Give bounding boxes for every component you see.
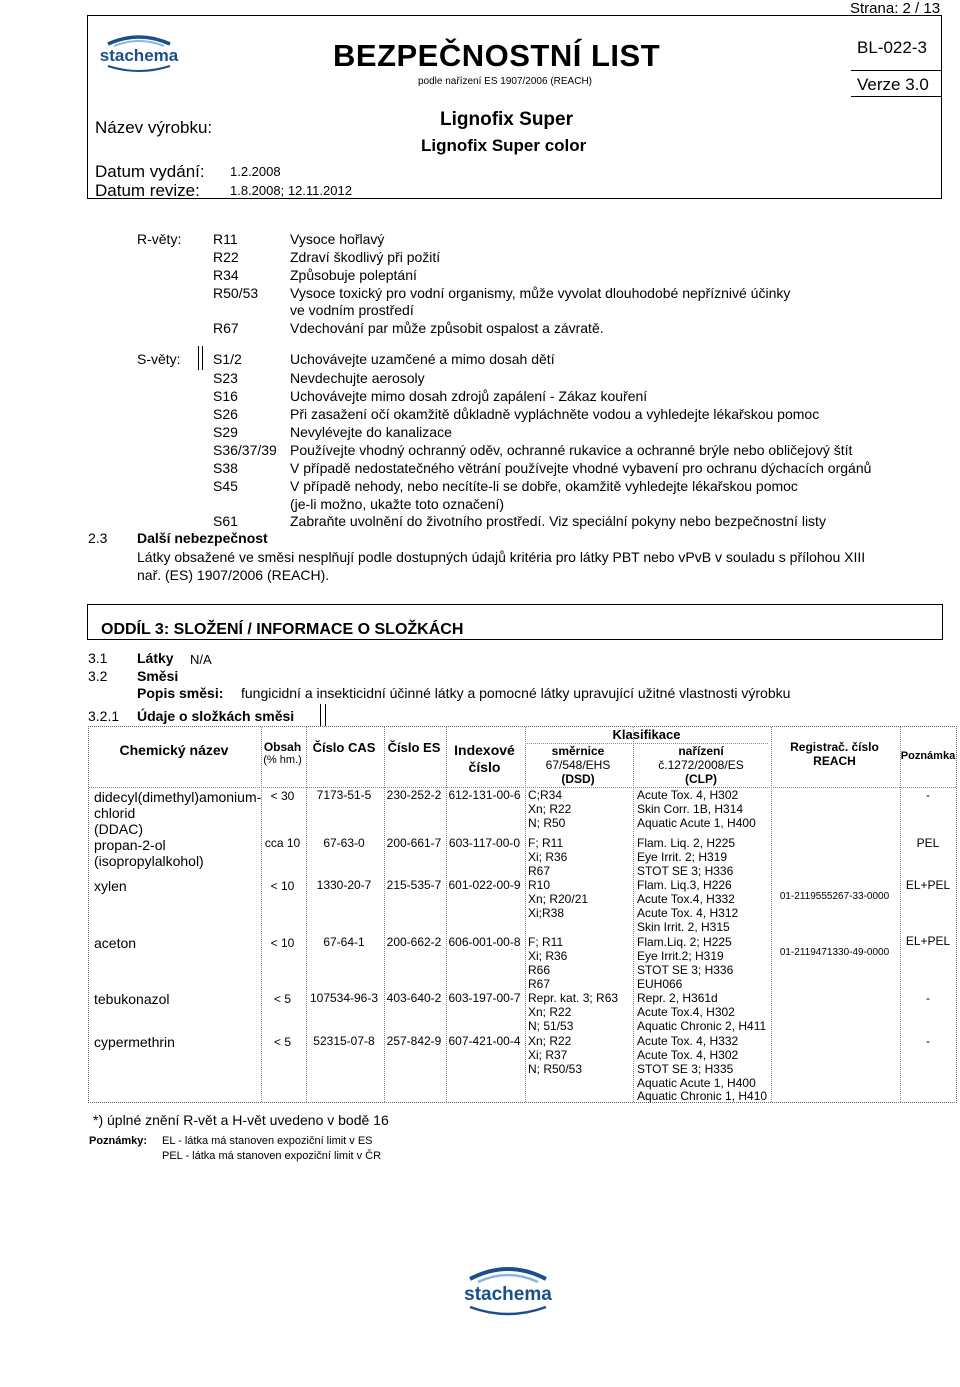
r-phrase-text: Zdraví škodlivý při požití	[290, 249, 441, 265]
table-cell-cas: 52315-07-8	[313, 1034, 375, 1048]
change-bar	[320, 704, 321, 726]
issue-date: 1.2.2008	[230, 164, 281, 179]
table-cell-dsd: R67	[528, 864, 551, 878]
table-cell-dsd: Xn; R22	[528, 802, 572, 816]
column-header-cas: Číslo CAS	[312, 740, 376, 755]
r-phrase-code: R22	[213, 249, 239, 265]
table-cell-content: < 5	[273, 1035, 291, 1049]
table-cell-content: < 30	[270, 789, 295, 803]
s-phrase-text: Uchovávejte uzamčené a mimo dosah dětí	[290, 351, 555, 367]
table-cell-es: 200-661-7	[386, 836, 442, 850]
table-cell-es: 257-842-9	[386, 1034, 442, 1048]
table-cell-note: PEL	[916, 836, 940, 850]
r-phrase-code: R50/53	[213, 285, 259, 301]
table-cell-clp: Skin Corr. 1B, H314	[637, 802, 744, 816]
column-header-note: Poznámka	[900, 750, 956, 762]
subsection-heading: Látky	[137, 650, 174, 666]
stachema-logo	[96, 28, 182, 76]
table-cell-name: didecyl(dimethyl)amonium-	[94, 789, 262, 805]
s-phrase-code: S45	[213, 478, 238, 494]
document-code: BL-022-3	[857, 38, 927, 57]
s-phrase-code: S23	[213, 370, 238, 386]
subsection-value: N/A	[190, 652, 212, 667]
table-cell-reach: 01-2119471330-49-0000	[779, 947, 890, 958]
table-cell-name: tebukonazol	[94, 991, 170, 1007]
document-version: Verze 3.0	[857, 75, 929, 94]
table-cell-clp: Aquatic Acute 1, H400	[637, 1076, 756, 1090]
divider	[851, 70, 942, 71]
logo-text: stachema	[99, 46, 179, 65]
table-cell-name: xylen	[94, 878, 127, 894]
table-cell-clp: Acute Tox.4, H302	[637, 1005, 735, 1019]
table-cell-note: -	[926, 1034, 930, 1048]
table-cell-dsd: N; R50/53	[528, 1062, 583, 1076]
table-cell-clp: Acute Tox.4, H332	[637, 892, 735, 906]
s-phrase-text: (je-li možno, ukažte toto označení)	[290, 496, 504, 512]
table-cell-clp: Skin Irrit. 2, H315	[637, 920, 730, 934]
table-cell-index: 612-131-00-6	[448, 788, 521, 802]
column-header-index: číslo	[468, 759, 501, 775]
table-cell-clp: Repr. 2, H361d	[637, 991, 718, 1005]
table-cell-note: -	[926, 991, 930, 1005]
s-phrase-code: S1/2	[213, 351, 242, 367]
table-cell-clp: Acute Tox. 4, H332	[637, 1034, 739, 1048]
table-cell-dsd: Xn; R22	[528, 1034, 572, 1048]
s-phrase-code: S36/37/39	[213, 442, 277, 458]
subsection-heading: Údaje o složkách směsi	[137, 708, 295, 724]
s-phrase-code: S26	[213, 406, 238, 422]
table-cell-index: 606-001-00-8	[448, 935, 521, 949]
table-cell-name: (isopropylalkohol)	[94, 853, 204, 869]
table-cell-dsd: Xi; R37	[528, 1048, 568, 1062]
r-phrase-code: R67	[213, 320, 239, 336]
s-phrase-text: Při zasažení očí okamžitě důkladně vypláchněte vodou a vyhledejte lékařskou pomoc	[290, 406, 820, 422]
change-bar	[325, 704, 326, 726]
table-cell-clp: Flam. Liq.3, H226	[637, 878, 732, 892]
r-phrase-text: ve vodním prostředí	[290, 302, 414, 318]
r-phrase-text: Způsobuje poleptání	[290, 267, 417, 283]
table-cell-note: EL+PEL	[905, 878, 951, 892]
subsection-number: 3.2	[88, 668, 108, 684]
table-cell-dsd: Xn; R22	[528, 1005, 572, 1019]
table-cell-dsd: Repr. kat. 3; R63	[528, 991, 619, 1005]
note-item: PEL - látka má stanoven expoziční limit v ČR	[162, 1150, 382, 1162]
table-cell-clp: STOT SE 3; H336	[637, 864, 734, 878]
table-cell-dsd: Xi;R38	[528, 906, 565, 920]
table-cell-note: -	[926, 788, 930, 802]
change-bar	[198, 346, 199, 370]
subsection-number: 3.2.1	[88, 708, 120, 724]
change-bar	[202, 346, 203, 370]
s-phrase-code: S38	[213, 460, 238, 476]
section-text: nař. (ES) 1907/2006 (REACH).	[137, 567, 330, 583]
table-cell-dsd: R66	[528, 963, 551, 977]
table-cell-cas: 107534-96-3	[309, 991, 379, 1005]
s-phrase-code: S29	[213, 424, 238, 440]
table-cell-cas: 7173-51-5	[316, 788, 372, 802]
s-phrase-text: Nevdechujte aerosoly	[290, 370, 425, 386]
table-cell-es: 230-252-2	[386, 788, 442, 802]
table-cell-clp: Flam. Liq. 2, H225	[637, 836, 736, 850]
column-header-index: Indexové	[454, 742, 515, 758]
s-phrase-text: Nevylévejte do kanalizace	[290, 424, 452, 440]
table-cell-cas: 1330-20-7	[316, 878, 372, 892]
s-phrase-text: Zabraňte uvolnění do životního prostředí. Viz speciální pokyny nebo bezpečnostní listy	[290, 513, 826, 529]
table-cell-dsd: F; R11	[528, 836, 564, 850]
table-cell-index: 601-022-00-9	[448, 878, 521, 892]
page-number: Strana: 2 / 13	[850, 0, 941, 17]
table-cell-clp: Aquatic Chronic 1, H410	[637, 1089, 768, 1103]
table-cell-note: EL+PEL	[905, 934, 951, 948]
r-phrase-text: Vysoce hořlavý	[290, 231, 385, 247]
table-cell-index: 603-197-00-7	[448, 991, 521, 1005]
table-cell-cas: 67-64-1	[323, 935, 365, 949]
column-header-classification: Klasifikace	[612, 727, 681, 742]
column-header-dsd-ref: 67/548/EHS	[545, 758, 611, 772]
section-title: ODDÍL 3: SLOŽENÍ / INFORMACE O SLOŽKÁCH	[101, 621, 464, 638]
table-cell-name: chlorid	[94, 805, 136, 821]
table-cell-name: (DDAC)	[94, 821, 143, 837]
table-cell-reach: 01-2119555267-33-0000	[779, 891, 890, 902]
table-cell-es: 215-535-7	[386, 878, 442, 892]
document-title: BEZPEČNOSTNÍ LIST	[333, 38, 661, 73]
column-header-dsd: směrnice	[551, 744, 605, 758]
table-cell-content: < 10	[270, 936, 295, 950]
table-cell-clp: Eye Irrit.2; H319	[637, 949, 724, 963]
table-cell-dsd: Xi; R36	[528, 949, 568, 963]
product-name: Lignofix Super color	[421, 136, 587, 155]
table-cell-name: propan-2-ol	[94, 837, 166, 853]
table-cell-content: < 5	[273, 992, 291, 1006]
table-cell-clp: EUH066	[637, 977, 683, 991]
subsection-number: 3.1	[88, 650, 108, 666]
column-header-clp: nařízení	[678, 744, 724, 758]
revision-date-label: Datum revize:	[95, 181, 200, 200]
table-cell-clp: STOT SE 3; H336	[637, 963, 734, 977]
r-phrases-label: R-věty:	[137, 231, 182, 247]
section-number: 2.3	[88, 530, 108, 546]
subsection-heading: Směsi	[137, 668, 179, 684]
table-cell-dsd: Xi; R36	[528, 850, 568, 864]
r-phrase-code: R34	[213, 267, 239, 283]
s-phrase-text: V případě nedostatečného větrání používejte vhodné vybavení pro ochranu dýchacích orgánů	[290, 460, 872, 476]
table-cell-dsd: R67	[528, 977, 551, 991]
table-cell-dsd: N; 51/53	[528, 1019, 574, 1033]
table-cell-clp: Eye Irrit. 2; H319	[637, 850, 728, 864]
product-name: Lignofix Super	[440, 109, 573, 130]
table-cell-cas: 67-63-0	[323, 836, 365, 850]
table-cell-dsd: N; R50	[528, 816, 566, 830]
s-phrase-code: S16	[213, 388, 238, 404]
column-header-es: Číslo ES	[387, 740, 441, 755]
column-header-dsd-abbr: (DSD)	[561, 772, 595, 786]
column-header-reach: Registrač. číslo	[790, 740, 879, 754]
s-phrase-text: Používejte vhodný ochranný oděv, ochranné rukavice a ochranné brýle nebo obličejový štít	[290, 442, 853, 458]
section-text: Látky obsažené ve směsi nesplňují podle dostupných údajů kritéria pro látky PBT nebo vPvB v souladu s přílohou XIII	[137, 549, 866, 565]
s-phrase-code: S61	[213, 513, 238, 529]
table-cell-index: 607-421-00-4	[448, 1034, 521, 1048]
table-cell-clp: STOT SE 3; H335	[637, 1062, 734, 1076]
regulation-note: podle nařízení ES 1907/2006 (REACH)	[418, 76, 592, 87]
table-cell-clp: Acute Tox. 4, H302	[637, 788, 739, 802]
mixture-description: fungicidní a insekticidní účinné látky a pomocné látky upravující užitné vlastnosti výrobku	[241, 685, 791, 701]
column-header-name: Chemický název	[119, 742, 229, 758]
table-cell-clp: Aquatic Chronic 2, H411	[637, 1019, 767, 1033]
table-cell-clp: Flam.Liq. 2; H225	[637, 935, 732, 949]
notes-label: Poznámky:	[89, 1135, 148, 1147]
table-cell-dsd: F; R11	[528, 935, 564, 949]
table-cell-name: aceton	[94, 935, 137, 951]
column-header-clp-abbr: (CLP)	[685, 772, 717, 786]
r-phrase-text: Vdechování par může způsobit ospalost a závratě.	[290, 320, 604, 336]
table-cell-content: < 10	[270, 879, 295, 893]
s-phrases-label: S-věty:	[137, 351, 181, 367]
table-cell-dsd: C;R34	[528, 788, 563, 802]
table-cell-clp: Aquatic Acute 1, H400	[637, 816, 756, 830]
divider	[851, 96, 942, 97]
issue-date-label: Datum vydání:	[95, 162, 205, 181]
s-phrase-text: Uchovávejte mimo dosah zdrojů zapálení - Zákaz kouření	[290, 388, 648, 404]
column-header-content: Obsah	[263, 740, 302, 754]
s-phrase-text: V případě nehody, nebo necítíte-li se dobře, okamžitě vyhledejte lékařskou pomoc	[290, 478, 798, 494]
r-phrase-code: R11	[213, 231, 238, 247]
column-header-clp-ref: č.1272/2008/ES	[658, 758, 744, 772]
table-cell-content: cca 10	[264, 836, 301, 850]
table-cell-dsd: R10	[528, 878, 551, 892]
column-header-reach: REACH	[813, 754, 856, 768]
table-cell-es: 403-640-2	[386, 991, 442, 1005]
table-cell-clp: Acute Tox. 4, H302	[637, 1048, 739, 1062]
table-cell-es: 200-662-2	[386, 935, 442, 949]
table-cell-dsd: Xn; R20/21	[528, 892, 589, 906]
revision-dates: 1.8.2008; 12.11.2012	[230, 183, 352, 198]
mixture-description-label: Popis směsi:	[137, 685, 224, 701]
table-cell-name: cypermethrin	[94, 1034, 175, 1050]
footnote: *) úplné znění R-vět a H-vět uvedeno v bodě 16	[93, 1112, 389, 1128]
note-item: EL - látka má stanoven expoziční limit v ES	[162, 1135, 373, 1147]
r-phrase-text: Vysoce toxický pro vodní organismy, může vyvolat dlouhodobé nepříznivé účinky	[290, 285, 791, 301]
column-header-content-unit: (% hm.)	[263, 754, 302, 766]
stachema-logo-footer	[460, 1259, 556, 1321]
product-label: Název výrobku:	[95, 118, 213, 137]
table-cell-index: 603-117-00-0	[448, 836, 521, 850]
logo-text: stachema	[464, 1284, 552, 1305]
section-heading: Další nebezpečnost	[137, 530, 268, 546]
table-cell-clp: Acute Tox. 4, H312	[637, 906, 739, 920]
